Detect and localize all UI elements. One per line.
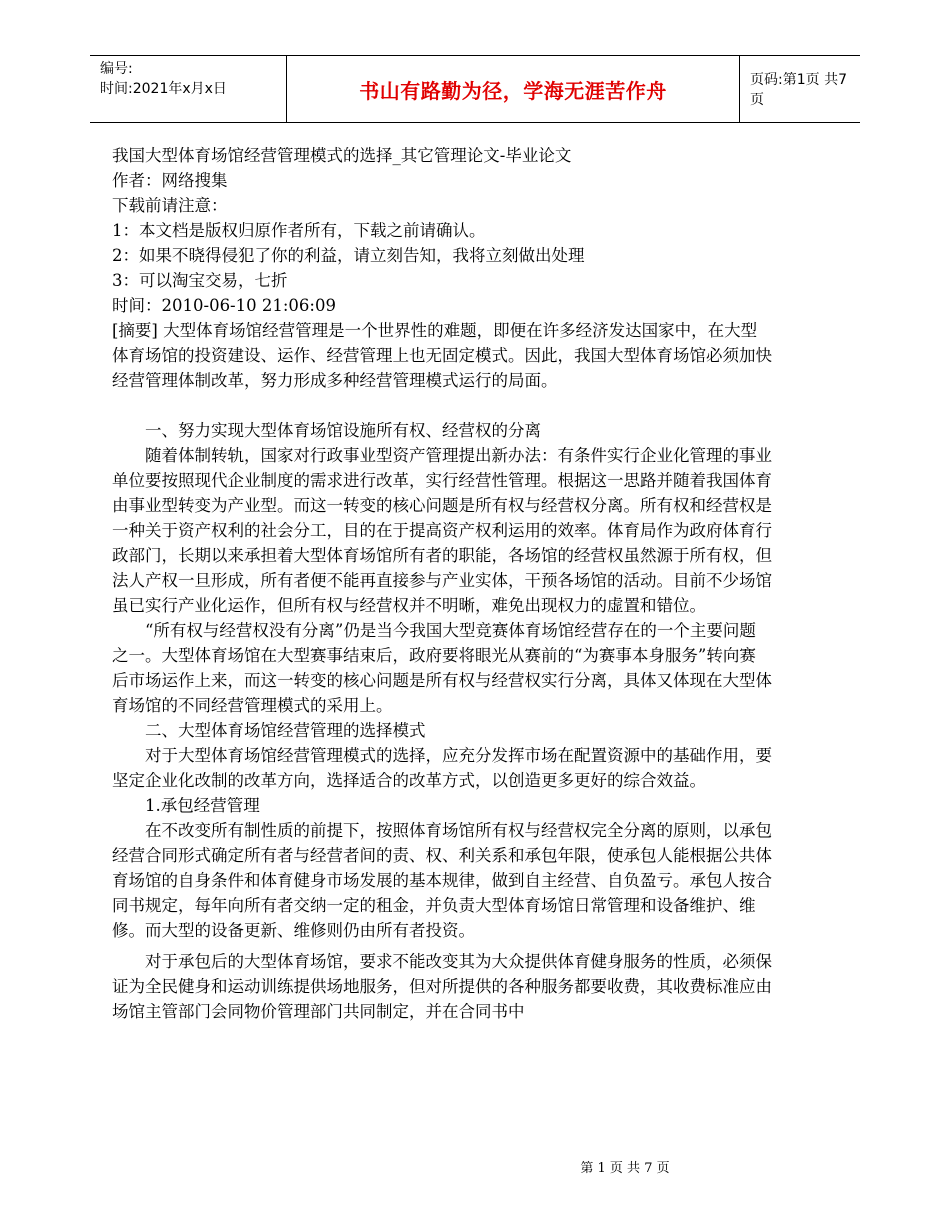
header-motto-cell <box>286 56 740 122</box>
time-label: 时间:2021年x月x日 <box>100 81 227 97</box>
number-label: 编号: <box>100 61 133 77</box>
section-1-paragraph-1: 随着体制转轨，国家对行政事业型资产管理提出新办法：有条件实行企业化管理的事业单位要按照现代企业制度的需求进行改革，实行经营性管理。根据这一思路并随着我国体育由事业型转变为产业型。而这一转变的核心问题是所有权与经营权分离。所有权和经营权是一种关于资产权利的社会分工，目的在于提高资产权利运用的效率。体育局作为政府体育行政部门，长期以来承担着大型体育场馆所有者的职能，各场馆的经营权虽然源于所有权，但法人产权一旦形成，所有者便不能再直接参与产业实体，干预各场馆的活动。目前不少场馆虽已实行产业化运作，但所有权与经营权并不明晰，难免出现权力的虚置和错位。 <box>112 446 772 615</box>
page-footer: 第 1 页 共 7 页 <box>580 1161 670 1176</box>
section-2-heading: 二、大型体育场馆经营管理的选择模式 <box>145 721 426 740</box>
document-title: 我国大型体育场馆经营管理模式的选择_其它管理论文-毕业论文 <box>112 146 572 165</box>
section-2-paragraph-1: 对于大型体育场馆经营管理模式的选择，应充分发挥市场在配置资源中的基础作用，要坚定企业化改制的改革方向，选择适合的改革方式，以创造更多更好的综合效益。 <box>112 746 772 790</box>
section-1-paragraph-2: “所有权与经营权没有分离”仍是当今我国大型竞赛体育场馆经营存在的一个主要问题之一。大型体育场馆在大型赛事结束后，政府要将眼光从赛前的“为赛事本身服务”转向赛后市场运作上来，而这一转变的核心问题是所有权与经营权实行分离，具体又体现在大型体育场馆的不同经营管理模式的采用上。 <box>112 621 772 715</box>
notice-item-3: 3：可以淘宝交易，七折 <box>112 271 288 290</box>
subsection-1-paragraph-2: 对于承包后的大型体育场馆，要求不能改变其为大众提供体育健身服务的性质，必须保证为全民健身和运动训练提供场地服务，但对所提供的各种服务都要收费，其收费标准应由场馆主管部门会同物价管理部门共同制定，并在合同书中 <box>112 952 772 1021</box>
notice-item-1: 1：本文档是版权归原作者所有，下载之前请确认。 <box>112 221 486 240</box>
abstract-paragraph: [摘要] 大型体育场馆经营管理是一个世界性的难题，即便在许多经济发达国家中，在大型体育场馆的投资建设、运作、经营管理上也无固定模式。因此，我国大型体育场馆必须加快经营管理体制改革，努力形成多种经营管理模式运行的局面。 <box>112 321 772 390</box>
notice-heading: 下载前请注意： <box>112 196 228 215</box>
page-header <box>90 55 860 123</box>
page-label: 页码:第1页 共7页 <box>750 72 847 108</box>
section-1-heading: 一、努力实现大型体育场馆设施所有权、经营权的分离 <box>145 421 541 440</box>
header-page-cell <box>740 56 860 122</box>
publish-time: 时间：2010-06-10 21:06:09 <box>112 296 336 315</box>
motto: 书山有路勤为径，学海无涯苦作舟 <box>359 78 667 103</box>
document-body <box>112 143 772 1024</box>
notice-item-2: 2：如果不晓得侵犯了你的利益，请立刻告知，我将立刻做出处理 <box>112 246 585 265</box>
subsection-1-paragraph-1: 在不改变所有制性质的前提下，按照体育场馆所有权与经营权完全分离的原则，以承包经营合同形式确定所有者与经营者间的责、权、利关系和承包年限，使承包人能根据公共体育场馆的自身条件和体育健身市场发展的基本规律，做到自主经营、自负盈亏。承包人按合同书规定，每年向所有者交纳一定的租金，并负责大型体育场馆日常管理和设备维护、维修。而大型的设备更新、维修则仍由所有者投资。 <box>112 821 772 940</box>
header-meta <box>90 56 286 122</box>
subsection-1-heading: 1.承包经营管理 <box>145 796 260 815</box>
author-line: 作者：网络搜集 <box>112 171 228 190</box>
